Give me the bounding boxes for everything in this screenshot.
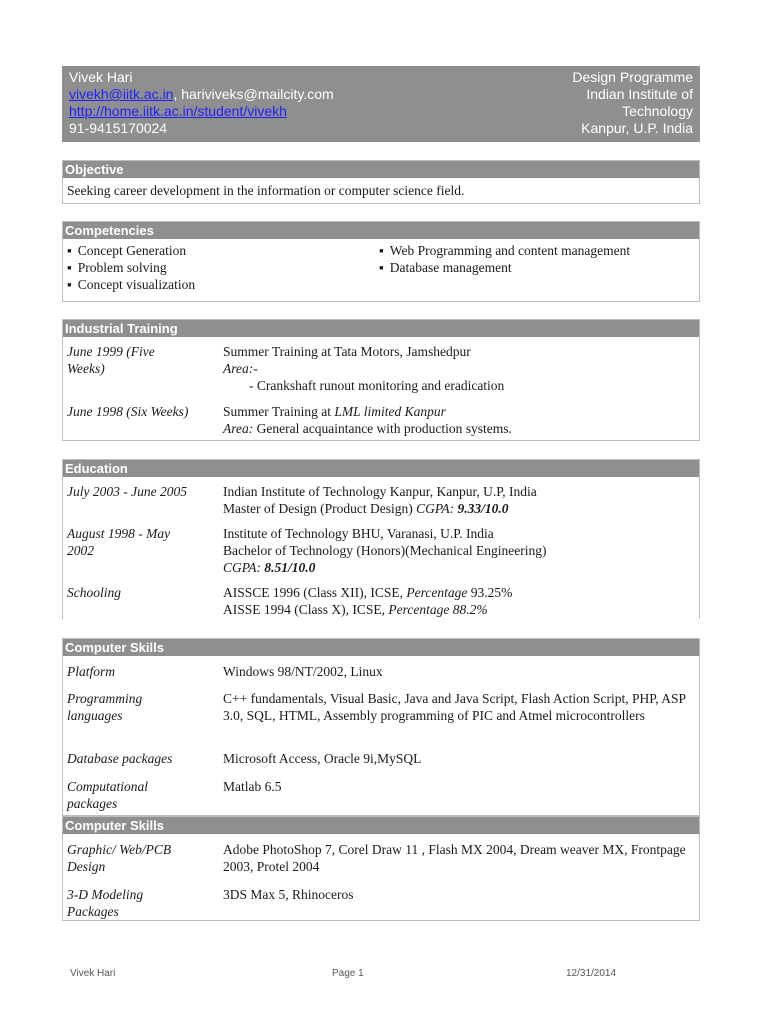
training-date: June 1999 (Five Weeks)	[67, 344, 155, 376]
list-item: ▪ Database management	[379, 259, 630, 276]
list-item: ▪ Problem solving	[67, 259, 195, 276]
skill-label: Graphic/ Web/PCB Design	[67, 842, 172, 874]
skill-value: Matlab 6.5	[223, 779, 282, 794]
email-line: vivekh@iitk.ac.in, hariviveks@mailcity.com	[69, 86, 334, 102]
skill-value: Microsoft Access, Oracle 9i,MySQL	[223, 751, 422, 766]
phone: 91-9415170024	[69, 120, 168, 136]
skill-value: C++ fundamentals, Visual Basic, Java and Java Script, Flash Action Script, PHP, ASP 3.0, SQL, HTML, Assembly programming of PIC and Atmel microcontrollers	[223, 691, 686, 723]
email-secondary: hariviveks@mailcity.com	[181, 86, 334, 102]
skill-label: Programming languages	[67, 691, 143, 723]
resume-header	[62, 66, 700, 142]
computer-skills-title: Computer Skills	[63, 639, 699, 656]
objective-section	[62, 160, 700, 204]
education-date: Schooling	[67, 585, 121, 600]
email-primary-link[interactable]: vivekh@iitk.ac.in	[69, 86, 174, 102]
education-date: August 1998 - May 2002	[67, 526, 171, 558]
header-contact	[69, 69, 334, 137]
skill-label: Database packages	[67, 751, 173, 766]
skill-value: 3DS Max 5, Rhinoceros	[223, 887, 354, 902]
candidate-name: Vivek Hari	[69, 69, 133, 85]
competencies-title: Competencies	[63, 222, 699, 239]
computer-skills-2-section	[62, 816, 700, 921]
education-title: Education	[63, 460, 699, 477]
footer-date: 12/31/2014	[566, 968, 617, 979]
competencies-left-list	[67, 242, 195, 293]
footer-page: Page 1	[332, 968, 364, 979]
header-institution: Design Programme Indian Institute of Technology Kanpur, U.P. India	[572, 69, 693, 136]
objective-text: Seeking career development in the information or computer science field.	[67, 183, 465, 198]
education-section: Education July 2003 - June 2005 Indian Institute of Technology Kanpur, Kanpur, U.P, India Master of Design (Product Design) CGPA: 9.33/10.0 August 1998 - May 2002 Institute of Technology BHU, Varanasi, U.P. India Bachelor of Technology (Honors)(Mechanical Engineering) CGPA: 8.51/10.0 Schooling AISSCE 1996 (Class XII), ICSE, Percentage 93.25% AISSE 1994 (Class X), ICSE, Percentage 88.2%	[62, 459, 700, 619]
training-section: Industrial Training June 1999 (Five Weeks) Summer Training at Tata Motors, Jamshedpur Area:- - Crankshaft runout monitoring and eradication June 1998 (Six Weeks) Summer Training at LML limited Kanpur Area: General acquaintance with production systems.	[62, 319, 700, 441]
education-date: July 2003 - June 2005	[67, 484, 187, 499]
computer-skills-section	[62, 638, 700, 816]
list-item: ▪ Concept visualization	[67, 276, 195, 293]
footer-name: Vivek Hari	[70, 968, 116, 979]
training-date: June 1998 (Six Weeks)	[67, 404, 189, 419]
skill-value: Windows 98/NT/2002, Linux	[223, 664, 383, 679]
training-title: Industrial Training	[63, 320, 699, 337]
computer-skills-2-title: Computer Skills	[63, 817, 699, 834]
skill-label: Platform	[67, 664, 116, 679]
skill-label: Computational packages	[67, 779, 149, 811]
skill-value: Adobe PhotoShop 7, Corel Draw 11 , Flash MX 2004, Dream weaver MX, Frontpage 2003, Protel 2004	[223, 842, 686, 874]
competencies-section	[62, 221, 700, 302]
homepage-link[interactable]: http://home.iitk.ac.in/student/vivekh	[69, 103, 287, 119]
objective-title: Objective	[63, 161, 699, 178]
list-item: ▪ Web Programming and content management	[379, 242, 630, 259]
competencies-right-list	[379, 242, 630, 276]
list-item: ▪ Concept Generation	[67, 242, 195, 259]
skill-label: 3-D Modeling Packages	[67, 887, 144, 919]
